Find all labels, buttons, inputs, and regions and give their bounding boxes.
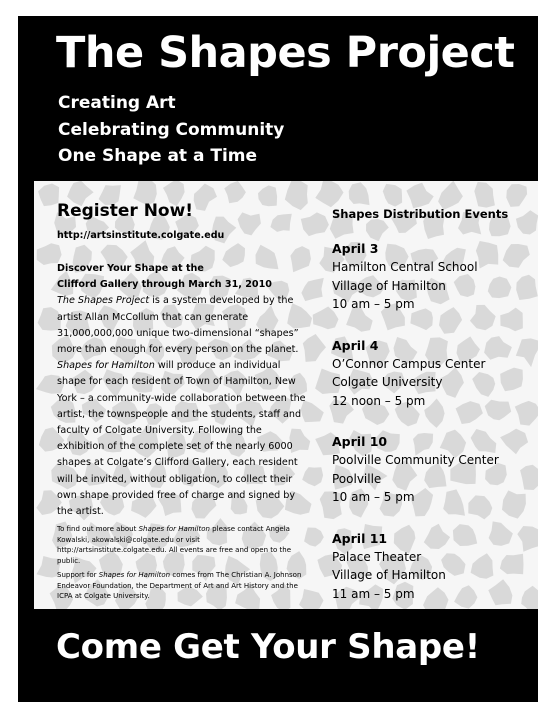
event-place: Poolville bbox=[332, 471, 382, 486]
poster-title: The Shapes Project bbox=[56, 28, 515, 78]
discover-subtitle-italic: Shapes for Hamilton bbox=[57, 360, 155, 372]
support-pre: Support for bbox=[57, 571, 99, 579]
discover-heading-1: Discover Your Shape at the bbox=[57, 263, 204, 274]
event-time: 11 am – 5 pm bbox=[332, 586, 415, 601]
contact-post: please contact Angela Kowalski, akowalski@colgate.edu or visit http://artsinstitute.colgate.edu. All events are free and open to the public. bbox=[57, 525, 292, 565]
discover-title-italic: The Shapes Project bbox=[57, 295, 150, 307]
event-place: Colgate University bbox=[332, 375, 443, 389]
events-list bbox=[332, 239, 537, 609]
footer-slogan: Come Get Your Shape! bbox=[56, 627, 480, 667]
events-heading: Shapes Distribution Events bbox=[332, 207, 509, 221]
event-item bbox=[332, 336, 537, 411]
tagline-1: Creating Art bbox=[58, 93, 176, 113]
event-time: 12 noon – 5 pm bbox=[332, 393, 426, 408]
poster bbox=[18, 16, 538, 702]
discover-body bbox=[57, 293, 312, 520]
event-item bbox=[332, 432, 537, 507]
event-date: April 10 bbox=[332, 434, 388, 449]
contact-pre: To find out more about bbox=[57, 525, 139, 533]
event-time: 10 am – 5 pm bbox=[332, 297, 415, 311]
event-place: Village of Hamilton bbox=[332, 568, 446, 582]
support-italic: Shapes for Hamilton bbox=[98, 571, 171, 579]
event-item bbox=[332, 239, 537, 314]
event-time: 10 am – 5 pm bbox=[332, 490, 415, 504]
tagline-3: One Shape at a Time bbox=[58, 146, 258, 166]
info-panel bbox=[34, 181, 538, 609]
discover-text-2: will produce an individual shape for each resident of Town of Hamilton, New York – a community-wide collaboration between the artist, the townspeople and the students, staff and faculty of Colgate University. Following the exhibition of the complete set of the nearly 6000 shapes at Colgate’s Clifford Gallery, each resident will be invited, without obligation, to collect their own shape provided free of charge and signed by the artist. bbox=[57, 360, 306, 518]
event-place: Village of Hamilton bbox=[332, 278, 446, 293]
register-heading: Register Now! bbox=[57, 201, 194, 221]
tagline-2: Celebrating Community bbox=[58, 119, 285, 140]
event-date: April 11 bbox=[332, 530, 388, 546]
event-date: April 4 bbox=[332, 337, 379, 353]
discover-heading-2: Clifford Gallery through March 31, 2010 bbox=[57, 279, 272, 291]
event-venue: Hamilton Central School bbox=[332, 260, 478, 274]
panel-content bbox=[34, 181, 538, 609]
event-venue: Poolville Community Center bbox=[332, 453, 499, 467]
support-post: comes from The Christian A. Johnson Endeavor Foundation, the Department of Art and Art History and the ICPA at Colgate University. bbox=[57, 571, 302, 600]
event-venue: Palace Theater bbox=[332, 549, 422, 564]
event-item bbox=[332, 529, 537, 604]
contact-note bbox=[57, 524, 307, 566]
support-note bbox=[57, 570, 307, 602]
taglines bbox=[58, 90, 284, 170]
discover-section bbox=[57, 261, 312, 520]
contact-italic: Shapes for Hamilton bbox=[138, 525, 210, 533]
event-date: April 3 bbox=[332, 241, 379, 256]
register-url[interactable]: http://artsinstitute.colgate.edu bbox=[57, 230, 225, 241]
event-venue: O’Connor Campus Center bbox=[332, 356, 486, 371]
discover-text-1: is a system developed by the artist Allan McCollum that can generate 31,000,000,000 unique two-dimensional “shapes” more than enough for every person on the planet. bbox=[57, 295, 299, 356]
